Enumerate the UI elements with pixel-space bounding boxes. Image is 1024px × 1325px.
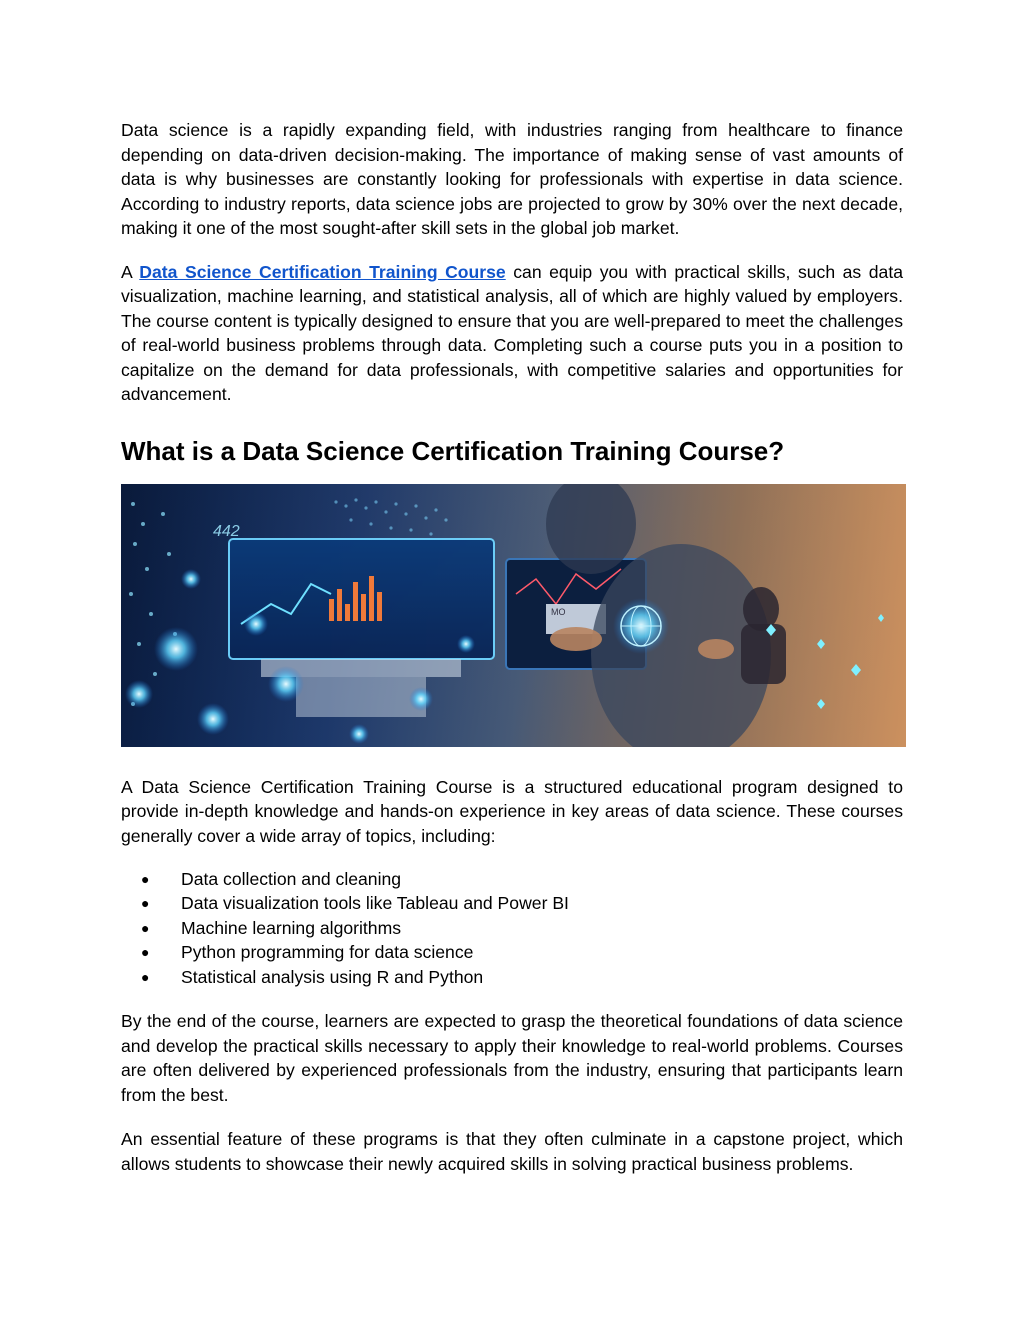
list-item — [121, 916, 903, 940]
overlay-number: 442 — [213, 522, 240, 540]
list-item — [121, 891, 903, 915]
outcome-paragraph: By the end of the course, learners are expected to grasp the theoretical foundations of data science and develop the practical skills necessary to apply their knowledge to real-world problems. Courses are often delivered by experienced professionals from the industry, ensuring that participants learn from the best. — [121, 1011, 903, 1105]
capstone-paragraph: An essential feature of these programs is that they often culminate in a capstone project, which allows students to showcase their newly acquired skills in solving practical business problems. — [121, 1129, 903, 1174]
list-item-text: Data collection and cleaning — [181, 869, 402, 889]
course-paragraph — [121, 260, 903, 407]
topics-list — [121, 867, 903, 989]
hero-image — [121, 484, 906, 747]
course-link[interactable]: Data Science Certification Training Course — [139, 261, 506, 282]
bullet-icon: ● — [141, 944, 150, 961]
document-page — [121, 118, 903, 1176]
bullet-icon: ● — [141, 919, 150, 936]
section-heading: What is a Data Science Certification Training Course? — [121, 435, 785, 466]
intro-paragraph: Data science is a rapidly expanding field, with industries ranging from healthcare to finance depending on data-driven decision-making. The importance of making sense of vast amounts of data is why businesses are constantly looking for professionals with expertise in data science. According to industry reports, data science jobs are projected to grow by 30% over the next decade, making it one of the most sought-after skill sets in the global job market. — [121, 120, 903, 238]
list-item-text: Machine learning algorithms — [181, 917, 402, 938]
screen-label: MO — [551, 606, 566, 617]
list-item-text: Data visualization tools like Tableau and Power BI — [181, 893, 569, 914]
list-item-text: Python programming for data science — [181, 942, 474, 963]
course-paragraph-suffix: can equip you with practical skills, such as data visualization, machine learning, and statistical analysis, all of which are highly valued by employers. The course content is typically designed to ensure that you are well-prepared to meet the challenges of real-world business problems through data. Completing such a course puts you in a position to capitalize on the demand for data professionals, with competitive salaries and opportunities for advancement. — [121, 261, 903, 404]
list-item — [121, 965, 903, 989]
bullet-icon: ● — [141, 968, 150, 985]
bullet-icon: ● — [141, 895, 150, 912]
course-paragraph-prefix: A — [121, 261, 140, 282]
list-item — [121, 867, 903, 891]
globe-hologram — [613, 598, 669, 654]
bullet-icon: ● — [141, 871, 150, 887]
list-item — [121, 940, 903, 964]
list-item-text: Statistical analysis using R and Python — [181, 966, 484, 987]
definition-paragraph: A Data Science Certification Training Course is a structured educational program designed to provide in-depth knowledge and hands-on experience in key areas of data science. These courses generally cover a wide array of topics, including: — [121, 776, 903, 846]
hero-illustration — [121, 484, 906, 747]
